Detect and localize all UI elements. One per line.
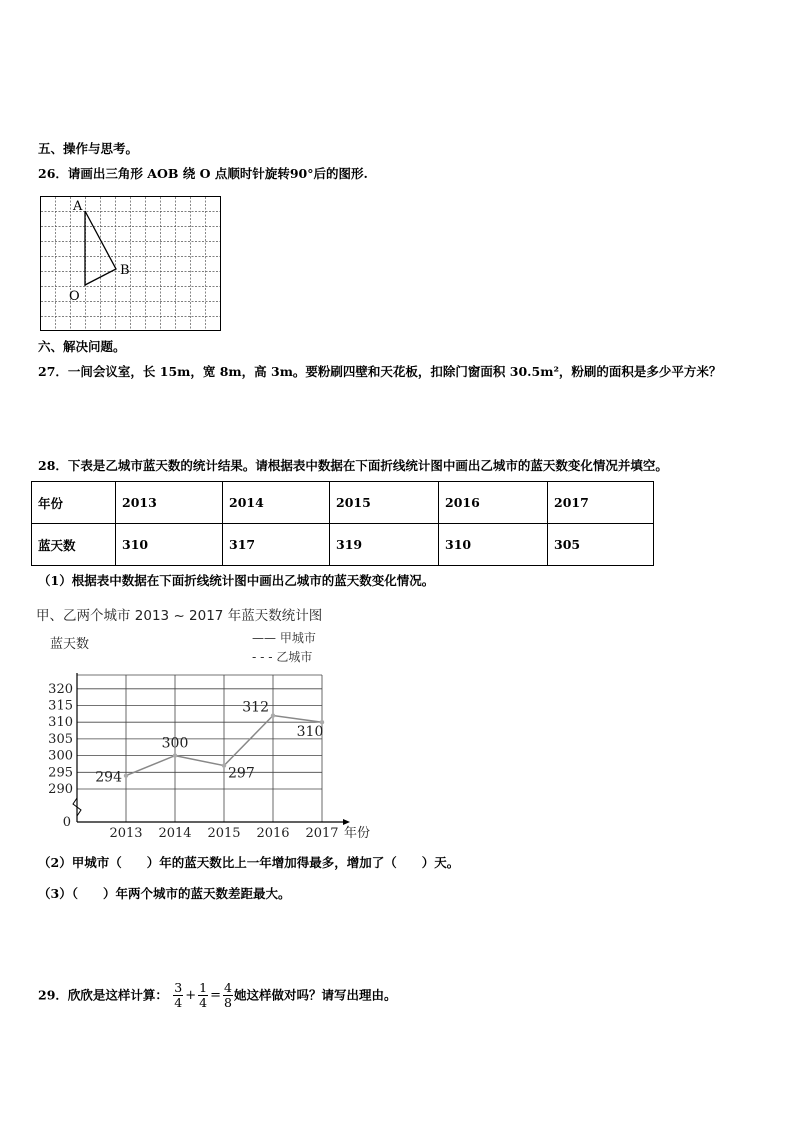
question-29-prefix: 29．欣欣是这样计算： bbox=[38, 987, 168, 1003]
table-cell: 年份 bbox=[32, 482, 116, 524]
section-six-title: 六、解决问题。 bbox=[38, 339, 126, 354]
line-chart-svg bbox=[36, 604, 371, 841]
table-row bbox=[32, 482, 654, 524]
question-29-suffix: 她这样做对吗？请写出理由。 bbox=[233, 987, 397, 1003]
point-b-label: B bbox=[120, 263, 130, 278]
data-point bbox=[271, 713, 275, 717]
legend-item: - - - 乙城市 bbox=[252, 650, 313, 664]
fraction-numerator: 4 bbox=[223, 980, 232, 995]
point-o-label: O bbox=[69, 289, 80, 304]
table-cell: 310 bbox=[439, 524, 548, 566]
fraction-denominator: 4 bbox=[174, 995, 183, 1010]
plus-sign: + bbox=[185, 987, 197, 1003]
fraction-three-quarters bbox=[173, 981, 183, 1010]
x-tick-label: 2017 bbox=[305, 826, 339, 841]
question-28-sub3: （3）（ ）年两个城市的蓝天数差距最大。 bbox=[38, 886, 291, 901]
x-tick-label: 2016 bbox=[256, 826, 290, 841]
fraction-denominator: 8 bbox=[223, 995, 232, 1010]
question-28-text: 28．下表是乙城市蓝天数的统计结果。请根据表中数据在下面折线统计图中画出乙城市的蓝天数变化情况并填空。 bbox=[38, 458, 668, 473]
grid-lines bbox=[41, 197, 220, 330]
y-tick-label: 320 bbox=[48, 681, 73, 697]
fraction-denominator: 4 bbox=[199, 995, 208, 1010]
table-cell: 2017 bbox=[548, 482, 654, 524]
fraction-numerator: 1 bbox=[199, 980, 208, 995]
table-cell: 2013 bbox=[116, 482, 223, 524]
legend-item: —— 甲城市 bbox=[252, 631, 316, 645]
table-cell: 310 bbox=[116, 524, 223, 566]
y-tick-label: 315 bbox=[48, 698, 73, 714]
point-a-label: A bbox=[73, 199, 83, 214]
table-cell: 2014 bbox=[223, 482, 330, 524]
table-cell: 2015 bbox=[330, 482, 439, 524]
y-tick-label: 295 bbox=[48, 765, 73, 781]
table-cell: 2016 bbox=[439, 482, 548, 524]
fraction-four-eighths bbox=[223, 981, 233, 1010]
question-28-sub2: （2）甲城市（ ）年的蓝天数比上一年增加得最多，增加了（ ）天。 bbox=[38, 855, 460, 870]
rotation-grid-figure bbox=[40, 196, 222, 338]
plot-area bbox=[48, 673, 370, 841]
x-axis-label: 年份 bbox=[344, 826, 371, 841]
section-five-title: 五、操作与思考。 bbox=[38, 141, 139, 156]
fraction-numerator: 3 bbox=[174, 980, 183, 995]
data-point bbox=[124, 773, 128, 777]
data-label: 294 bbox=[95, 769, 122, 786]
fraction-one-quarter bbox=[198, 981, 208, 1010]
data-label: 310 bbox=[296, 724, 324, 741]
y-tick-label: 290 bbox=[48, 782, 73, 797]
data-point bbox=[222, 763, 226, 767]
question-27-text: 27．一间会议室，长 15m，宽 8m，高 3m。要粉刷四壁和天花板，扣除门窗面积 30.5m²，粉刷的面积是多少平方米？ bbox=[38, 364, 722, 379]
question-26-text: 26．请画出三角形 AOB 绕 O 点顺时针旋转90°后的图形. bbox=[38, 166, 368, 181]
y-tick-label: 300 bbox=[48, 748, 73, 764]
data-label: 297 bbox=[228, 765, 255, 782]
y-tick-label: 305 bbox=[48, 731, 73, 747]
table-row bbox=[32, 524, 654, 566]
table-cell: 319 bbox=[330, 524, 439, 566]
chart-title: 甲、乙两个城市 2013 ~ 2017 年蓝天数统计图 bbox=[36, 608, 323, 624]
line-chart bbox=[36, 604, 371, 844]
y-tick-label: 310 bbox=[48, 715, 73, 731]
equals-sign: = bbox=[210, 987, 221, 1003]
x-tick-label: 2014 bbox=[158, 826, 192, 841]
table-cell: 305 bbox=[548, 524, 654, 566]
question-28-sub1: （1）根据表中数据在下面折线统计图中画出乙城市的蓝天数变化情况。 bbox=[38, 573, 435, 588]
data-point bbox=[173, 753, 177, 757]
question-29 bbox=[38, 976, 396, 1014]
x-tick-label: 2013 bbox=[109, 826, 143, 841]
data-label: 312 bbox=[242, 699, 269, 716]
y-tick-label: 0 bbox=[62, 815, 71, 830]
x-tick-label: 2015 bbox=[207, 826, 241, 841]
data-label: 300 bbox=[161, 735, 189, 752]
table-cell: 317 bbox=[223, 524, 330, 566]
y-axis-label: 蓝天数 bbox=[50, 637, 90, 652]
blue-sky-table bbox=[31, 481, 654, 566]
x-axis-arrow bbox=[343, 819, 350, 825]
table-cell: 蓝天数 bbox=[32, 524, 116, 566]
